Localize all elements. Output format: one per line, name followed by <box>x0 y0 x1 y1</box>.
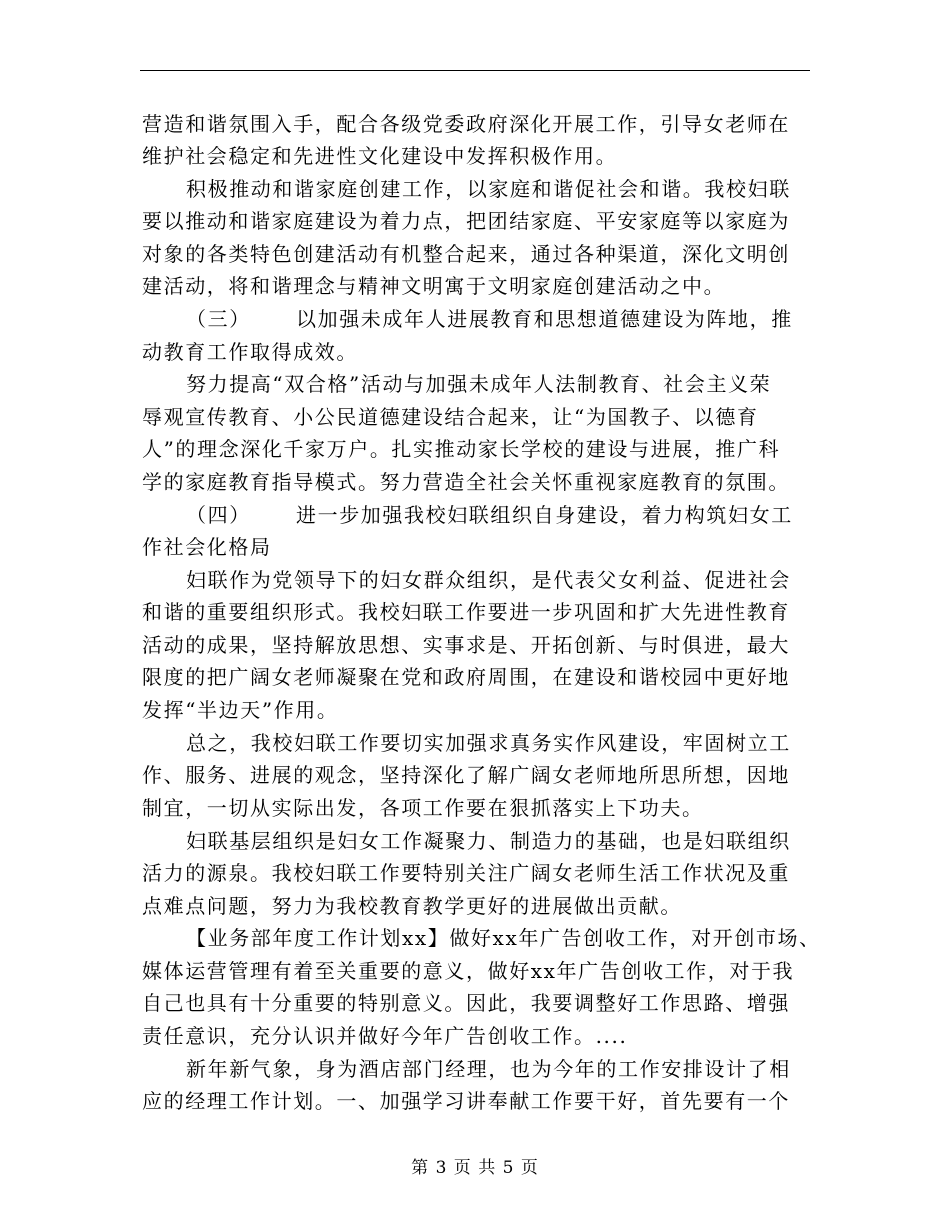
text-line: 妇联作为党领导下的妇女群众组织，是代表父女利益、促进社会 <box>186 568 791 592</box>
text-line: 要以推动和谐家庭建设为着力点，把团结家庭、平安家庭等以家庭为 <box>142 209 790 233</box>
text-line: 限度的把广阔女老师凝聚在党和政府周围，在建设和谐校园中更好地 <box>142 665 790 689</box>
text-line: 建活动，将和谐理念与精神文明寓于文明家庭创建活动之中。 <box>142 274 726 298</box>
text-line: 对象的各类特色创建活动有机整合起来，通过各种渠道，深化文明创 <box>142 242 790 266</box>
text-line: 营造和谐氛围入手，配合各级党委政府深化开展工作，引导女老师在 <box>142 112 790 136</box>
text-line: 和谐的重要组织形式。我校妇联工作要进一步巩固和扩大先进性教育 <box>142 600 790 624</box>
text-line: 妇联基层组织是妇女工作凝聚力、制造力的基础，也是妇联组织 <box>186 829 791 853</box>
text-line: 新年新气象，身为酒店部门经理，也为今年的工作安排设计了相 <box>186 1057 791 1081</box>
text-line: 媒体运营管理有着至关重要的意义，做好xx年广告创收工作，对于我 <box>142 959 795 983</box>
text-line: 活力的源泉。我校妇联工作要特别关注广阔女老师生活工作状况及重 <box>142 861 790 885</box>
header-rule <box>140 70 810 71</box>
section-heading <box>186 306 866 332</box>
text-line: 辱观宣传教育、小公民道德建设结合起来，让“为国教子、以德育 <box>142 405 759 429</box>
text-line: 活动的成果，坚持解放思想、实事求是、开拓创新、与时俱进，最大 <box>142 633 790 657</box>
text-line: 制宜，一切从实际出发，各项工作要在狠抓落实上下功夫。 <box>142 796 704 820</box>
section-number: （三） <box>186 307 251 331</box>
text-line: 责任意识，充分认识并做好今年广告创收工作。.... <box>142 1024 628 1048</box>
section-title: 以加强未成年人进展教育和思想道德建设为阵地，推 <box>296 307 793 331</box>
section-title: 进一步加强我校妇联组织自身建设，着力构筑妇女工 <box>296 503 793 527</box>
text-line: 作、服务、进展的观念，坚持深化了解广阔女老师地所思所想，因地 <box>142 763 790 787</box>
section-number: （四） <box>186 503 251 527</box>
text-line: 人”的理念深化千家万户。扎实推动家长学校的建设与进展，推广科 <box>142 437 781 461</box>
text-line: 总之，我校妇联工作要切实加强求真务实作风建设，牢固树立工 <box>186 731 791 755</box>
page-footer: 第 3 页 共 5 页 <box>411 1158 539 1178</box>
text-line: 【业务部年度工作计划xx】做好xx年广告创收工作，对开创市场、 <box>186 926 821 950</box>
text-line: 作社会化格局 <box>142 535 272 559</box>
section-heading <box>186 502 866 528</box>
text-line: 学的家庭教育指导模式。努力营造全社会关怀重视家庭教育的氛围。 <box>142 470 790 494</box>
text-line: 努力提高“双合格”活动与加强未成年人法制教育、社会主义荣 <box>186 372 772 396</box>
text-line: 自己也具有十分重要的特别意义。因此，我要调整好工作思路、增强 <box>142 991 790 1015</box>
text-line: 发挥“半边天”作用。 <box>142 698 339 722</box>
text-line: 维护社会稳定和先进性文化建设中发挥积极作用。 <box>142 144 618 168</box>
text-line: 积极推动和谐家庭创建工作，以家庭和谐促社会和谐。我校妇联 <box>186 177 791 201</box>
text-line: 应的经理工作计划。一、加强学习讲奉献工作要干好，首先要有一个 <box>142 1089 790 1113</box>
text-line: 点难点问题，努力为我校教育教学更好的进展做出贡献。 <box>142 894 682 918</box>
text-line: 动教育工作取得成效。 <box>142 340 358 364</box>
